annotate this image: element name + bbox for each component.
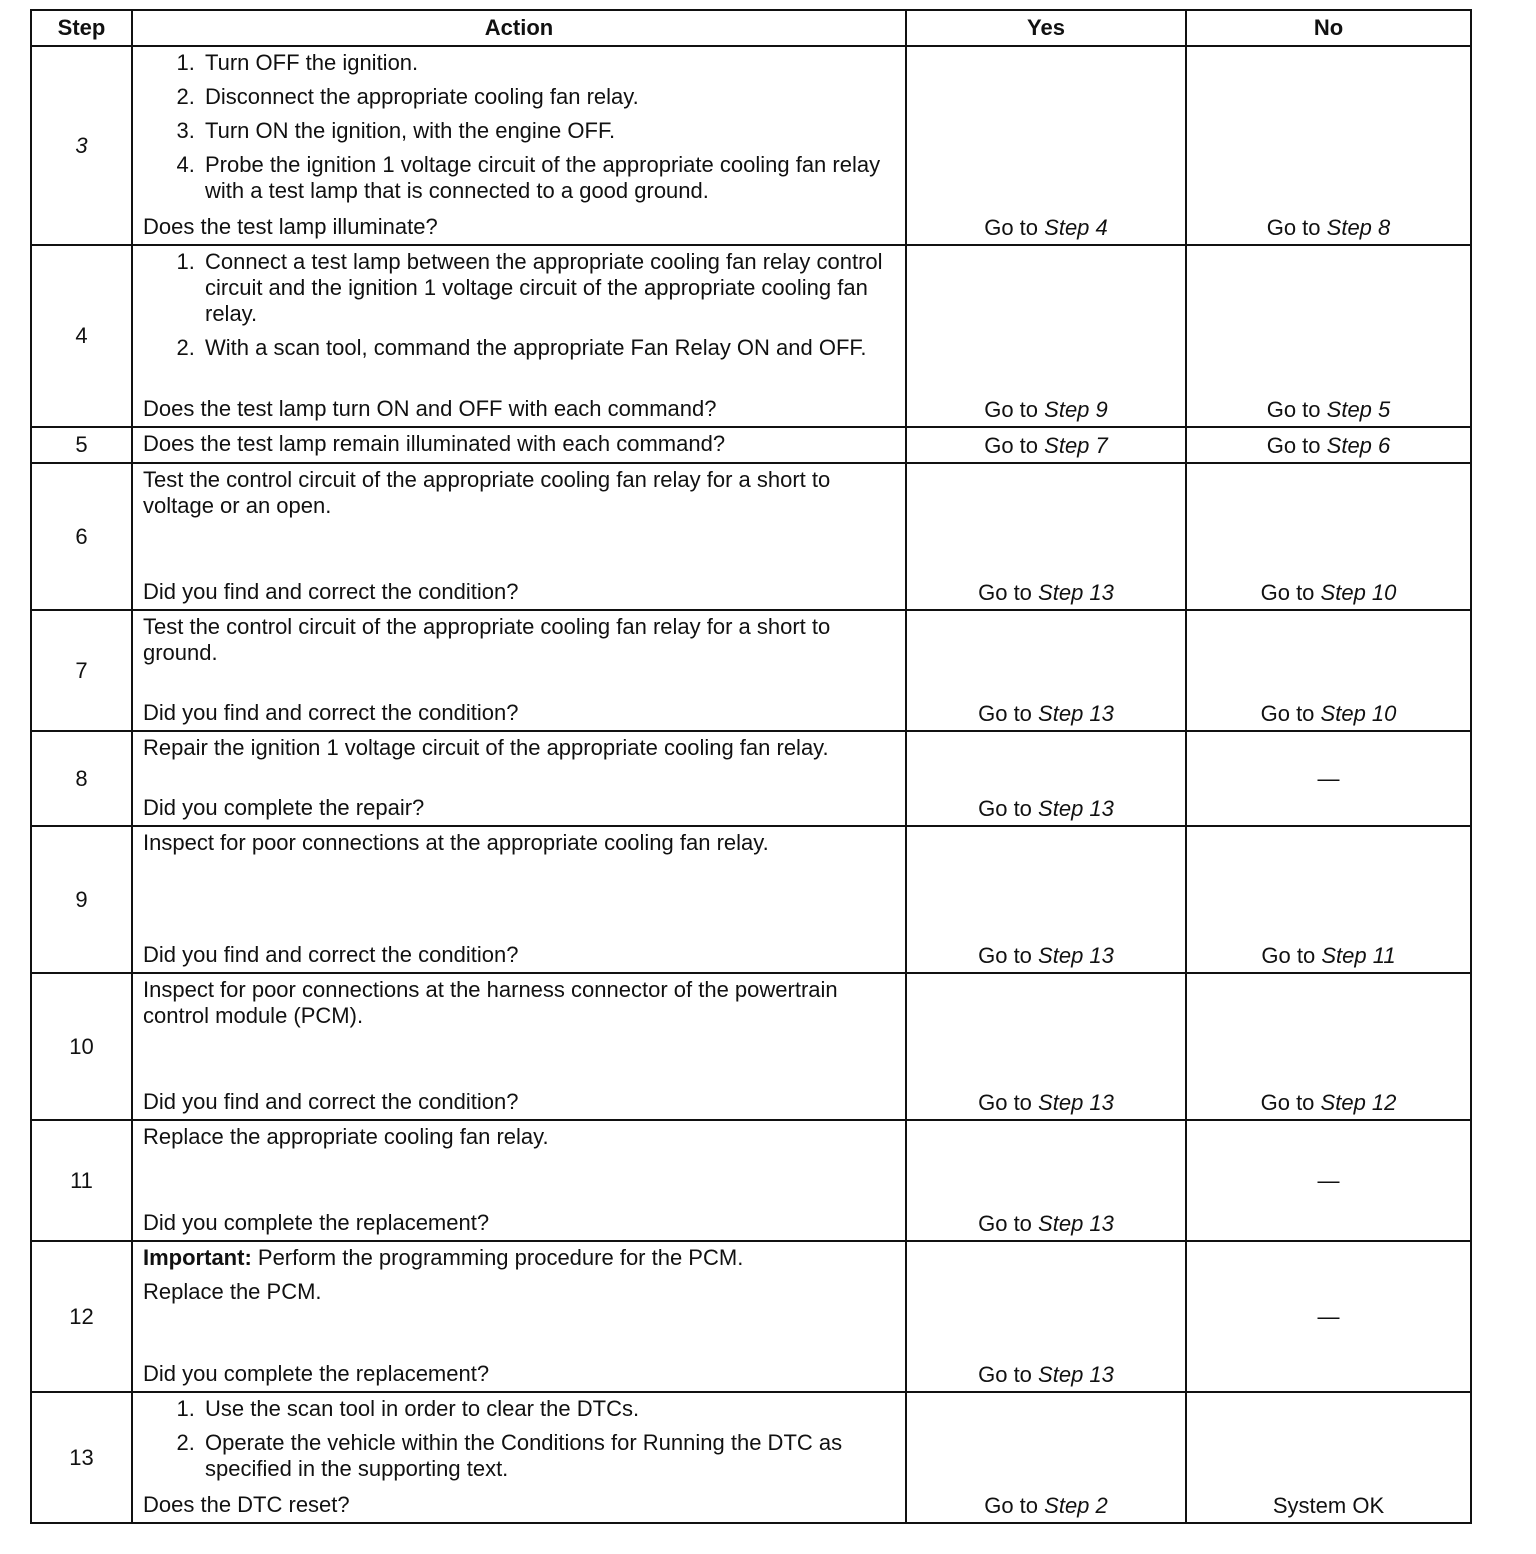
goto-prefix: Go to — [1260, 580, 1315, 605]
step-number: 12 — [31, 1241, 132, 1392]
action-cell — [132, 610, 906, 731]
header-step: Step — [31, 10, 132, 46]
goto-target: Step 5 — [1326, 397, 1391, 422]
goto-target: Step 13 — [1038, 701, 1114, 726]
header-no: No — [1186, 10, 1471, 46]
step-number: 10 — [31, 973, 132, 1120]
table-row — [31, 245, 1471, 427]
action-cell — [132, 731, 906, 826]
no-cell — [1186, 463, 1471, 610]
step-number: 6 — [31, 463, 132, 610]
dash-mark: — — [1317, 1167, 1340, 1193]
yes-cell — [906, 245, 1186, 427]
action-text: Inspect for poor connections at the harness connector of the powertrain control module (PCM). — [143, 977, 838, 1028]
question-text: Does the test lamp illuminate? — [143, 214, 438, 239]
question-text: Did you complete the replacement? — [143, 1361, 490, 1386]
question-text: Did you complete the repair? — [143, 795, 425, 820]
question-text: Did you find and correct the condition? — [143, 942, 519, 967]
no-cell — [1186, 973, 1471, 1120]
action-cell — [132, 245, 906, 427]
step-number: 3 — [31, 46, 132, 245]
yes-cell — [906, 1241, 1186, 1392]
dash-mark: — — [1317, 1303, 1340, 1329]
goto-prefix: Go to — [978, 943, 1032, 968]
question-text: Did you find and correct the condition? — [143, 700, 519, 725]
step-list — [143, 249, 895, 365]
question-text: Did you complete the replacement? — [143, 1210, 490, 1235]
step-number: 7 — [31, 610, 132, 731]
important-note — [143, 1245, 895, 1271]
table-row — [31, 1392, 1471, 1523]
yes-cell — [906, 463, 1186, 610]
important-text: Perform the programming procedure for the PCM. — [257, 1245, 744, 1270]
result-text: System OK — [1272, 1493, 1385, 1518]
yes-cell — [906, 1392, 1186, 1523]
goto-prefix: Go to — [984, 215, 1039, 240]
yes-cell — [906, 427, 1186, 463]
step-number: 11 — [31, 1120, 132, 1241]
list-item: 2. Operate the vehicle within the Conditions for Running the DTC as specified in the supporting text. — [201, 1430, 895, 1482]
goto-target: Step 7 — [1044, 433, 1108, 458]
goto-target: Step 11 — [1321, 943, 1396, 968]
action-text: Replace the appropriate cooling fan relay. — [143, 1124, 549, 1149]
goto-prefix: Go to — [984, 397, 1039, 422]
list-item: 2. With a scan tool, command the appropriate Fan Relay ON and OFF. — [201, 335, 895, 361]
goto-target: Step 12 — [1320, 1090, 1397, 1115]
goto-prefix: Go to — [978, 1211, 1032, 1236]
list-item: 3. Turn ON the ignition, with the engine OFF. — [201, 118, 895, 144]
goto-target: Step 13 — [1038, 580, 1114, 605]
question-text: Did you find and correct the condition? — [143, 1089, 519, 1114]
action-text: Replace the PCM. — [143, 1279, 322, 1304]
goto-target: Step 4 — [1044, 215, 1108, 240]
list-item: 1. Use the scan tool in order to clear the DTCs. — [201, 1396, 895, 1422]
action-cell — [132, 973, 906, 1120]
goto-prefix: Go to — [984, 1493, 1039, 1518]
question-text: Does the test lamp remain illuminated with each command? — [143, 431, 726, 456]
table-row — [31, 46, 1471, 245]
goto-target: Step 2 — [1044, 1493, 1108, 1518]
goto-prefix: Go to — [978, 580, 1032, 605]
action-text: Test the control circuit of the appropriate cooling fan relay for a short to ground. — [143, 614, 831, 665]
goto-target: Step 8 — [1326, 215, 1391, 240]
goto-prefix: Go to — [1266, 433, 1321, 458]
action-cell — [132, 46, 906, 245]
list-item: 2. Disconnect the appropriate cooling fan relay. — [201, 84, 895, 110]
goto-target: Step 13 — [1038, 1211, 1114, 1236]
no-cell — [1186, 1392, 1471, 1523]
goto-target: Step 6 — [1326, 433, 1391, 458]
yes-cell — [906, 610, 1186, 731]
table-row — [31, 610, 1471, 731]
action-cell — [132, 463, 906, 610]
action-text: Test the control circuit of the appropriate cooling fan relay for a short to voltage or an open. — [143, 467, 831, 518]
goto-target: Step 13 — [1038, 1090, 1114, 1115]
goto-prefix: Go to — [978, 701, 1032, 726]
header-row — [31, 10, 1471, 46]
no-cell — [1186, 46, 1471, 245]
yes-cell — [906, 46, 1186, 245]
table-row — [31, 427, 1471, 463]
goto-prefix: Go to — [1260, 701, 1315, 726]
list-item: 4. Probe the ignition 1 voltage circuit of the appropriate cooling fan relay with a test lamp that is connected to a good ground. — [201, 152, 895, 204]
no-cell — [1186, 731, 1471, 826]
step-list — [143, 50, 895, 208]
no-cell — [1186, 1120, 1471, 1241]
step-number: 9 — [31, 826, 132, 973]
goto-prefix: Go to — [978, 1362, 1032, 1387]
goto-target: Step 9 — [1044, 397, 1108, 422]
goto-prefix: Go to — [978, 1090, 1032, 1115]
dash-mark: — — [1317, 765, 1340, 791]
step-list — [143, 1396, 895, 1486]
action-cell — [132, 1120, 906, 1241]
goto-prefix: Go to — [1261, 943, 1316, 968]
step-number: 5 — [31, 427, 132, 463]
yes-cell — [906, 731, 1186, 826]
no-cell — [1186, 245, 1471, 427]
goto-prefix: Go to — [1266, 397, 1321, 422]
no-cell — [1186, 610, 1471, 731]
yes-cell — [906, 1120, 1186, 1241]
step-number: 13 — [31, 1392, 132, 1523]
action-cell — [132, 1392, 906, 1523]
goto-prefix: Go to — [984, 433, 1039, 458]
step-number: 4 — [31, 245, 132, 427]
question-text: Does the test lamp turn ON and OFF with each command? — [143, 396, 717, 421]
goto-prefix: Go to — [1260, 1090, 1315, 1115]
goto-prefix: Go to — [978, 796, 1032, 821]
diagnostic-table — [30, 9, 1472, 1524]
no-cell — [1186, 1241, 1471, 1392]
list-item: 1. Connect a test lamp between the appropriate cooling fan relay control circuit and the ignition 1 voltage circuit of the appropriate cooling fan relay. — [201, 249, 895, 327]
goto-target: Step 10 — [1320, 701, 1397, 726]
question-text: Did you find and correct the condition? — [143, 579, 519, 604]
goto-target: Step 13 — [1038, 943, 1114, 968]
header-action: Action — [132, 10, 906, 46]
important-label: Important: — [143, 1245, 252, 1270]
goto-target: Step 13 — [1038, 796, 1114, 821]
action-cell — [132, 826, 906, 973]
no-cell — [1186, 427, 1471, 463]
table-row — [31, 826, 1471, 973]
goto-target: Step 13 — [1038, 1362, 1114, 1387]
table-row — [31, 973, 1471, 1120]
no-cell — [1186, 826, 1471, 973]
goto-prefix: Go to — [1266, 215, 1321, 240]
list-item: 1. Turn OFF the ignition. — [201, 50, 895, 76]
header-yes: Yes — [906, 10, 1186, 46]
goto-target: Step 10 — [1320, 580, 1397, 605]
action-text: Repair the ignition 1 voltage circuit of the appropriate cooling fan relay. — [143, 735, 829, 760]
table-row — [31, 1120, 1471, 1241]
yes-cell — [906, 973, 1186, 1120]
yes-cell — [906, 826, 1186, 973]
table-row — [31, 1241, 1471, 1392]
action-cell — [132, 427, 906, 463]
question-text: Does the DTC reset? — [143, 1492, 350, 1517]
table-row — [31, 463, 1471, 610]
action-text: Inspect for poor connections at the appropriate cooling fan relay. — [143, 830, 769, 855]
table-row — [31, 731, 1471, 826]
action-cell — [132, 1241, 906, 1392]
step-number: 8 — [31, 731, 132, 826]
